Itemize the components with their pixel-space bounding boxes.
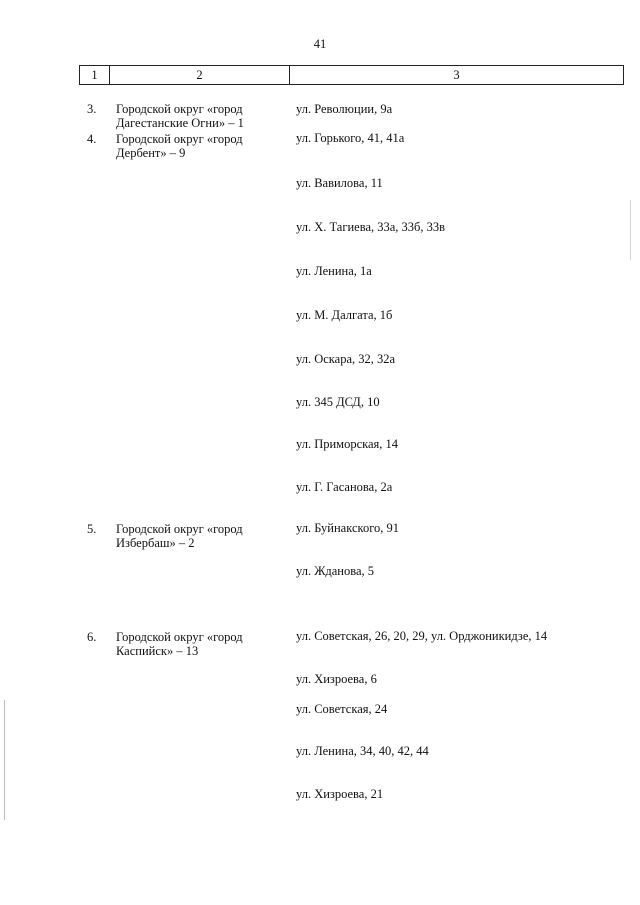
- header-col-3: 3: [453, 68, 460, 82]
- address-item: ул. Ленина, 34, 40, 42, 44: [296, 744, 429, 758]
- row-number: 4.: [87, 132, 97, 146]
- row-number: 6.: [87, 630, 97, 644]
- address-item: ул. Советская, 24: [296, 702, 388, 716]
- address-item: ул. Вавилова, 11: [296, 176, 383, 190]
- address-item: ул. Х. Тагиева, 33а, 33б, 33в: [296, 220, 446, 234]
- row-number: 3.: [87, 102, 97, 116]
- address-item: ул. Революции, 9а: [296, 102, 393, 116]
- scan-edge-mark: [4, 700, 5, 820]
- page-number: 41: [313, 37, 327, 51]
- address-item: ул. Хизроева, 6: [296, 672, 377, 686]
- header-col-1: 1: [80, 66, 110, 84]
- address-item: ул. Хизроева, 21: [296, 787, 384, 801]
- address-item: ул. Приморская, 14: [296, 437, 399, 451]
- row-district-name: Городской округ «город Дагестанские Огни» – 1: [116, 102, 244, 130]
- address-item: ул. 345 ДСД, 10: [296, 395, 380, 409]
- row-district-name: Городской округ «город Дербент» – 9: [116, 132, 243, 160]
- header-col-2: 2: [110, 66, 290, 84]
- row-district-name: Городской округ «город Каспийск» – 13: [116, 630, 243, 658]
- address-item: ул. Советская, 26, 20, 29, ул. Орджоникидзе, 14: [296, 629, 548, 643]
- address-item: ул. М. Далгата, 1б: [296, 308, 393, 322]
- address-item: ул. Ленина, 1а: [296, 264, 372, 278]
- address-item: ул. Жданова, 5: [296, 564, 375, 578]
- address-item: ул. Г. Гасанова, 2а: [296, 480, 393, 494]
- row-district-name: Городской округ «город Избербаш» – 2: [116, 522, 243, 550]
- table-header-row: [79, 65, 624, 85]
- address-item: ул. Оскара, 32, 32а: [296, 352, 396, 366]
- row-number: 5.: [87, 522, 97, 536]
- address-item: ул. Буйнакского, 91: [296, 521, 400, 535]
- address-item: ул. Горького, 41, 41а: [296, 131, 405, 145]
- scan-edge-mark: [630, 200, 631, 260]
